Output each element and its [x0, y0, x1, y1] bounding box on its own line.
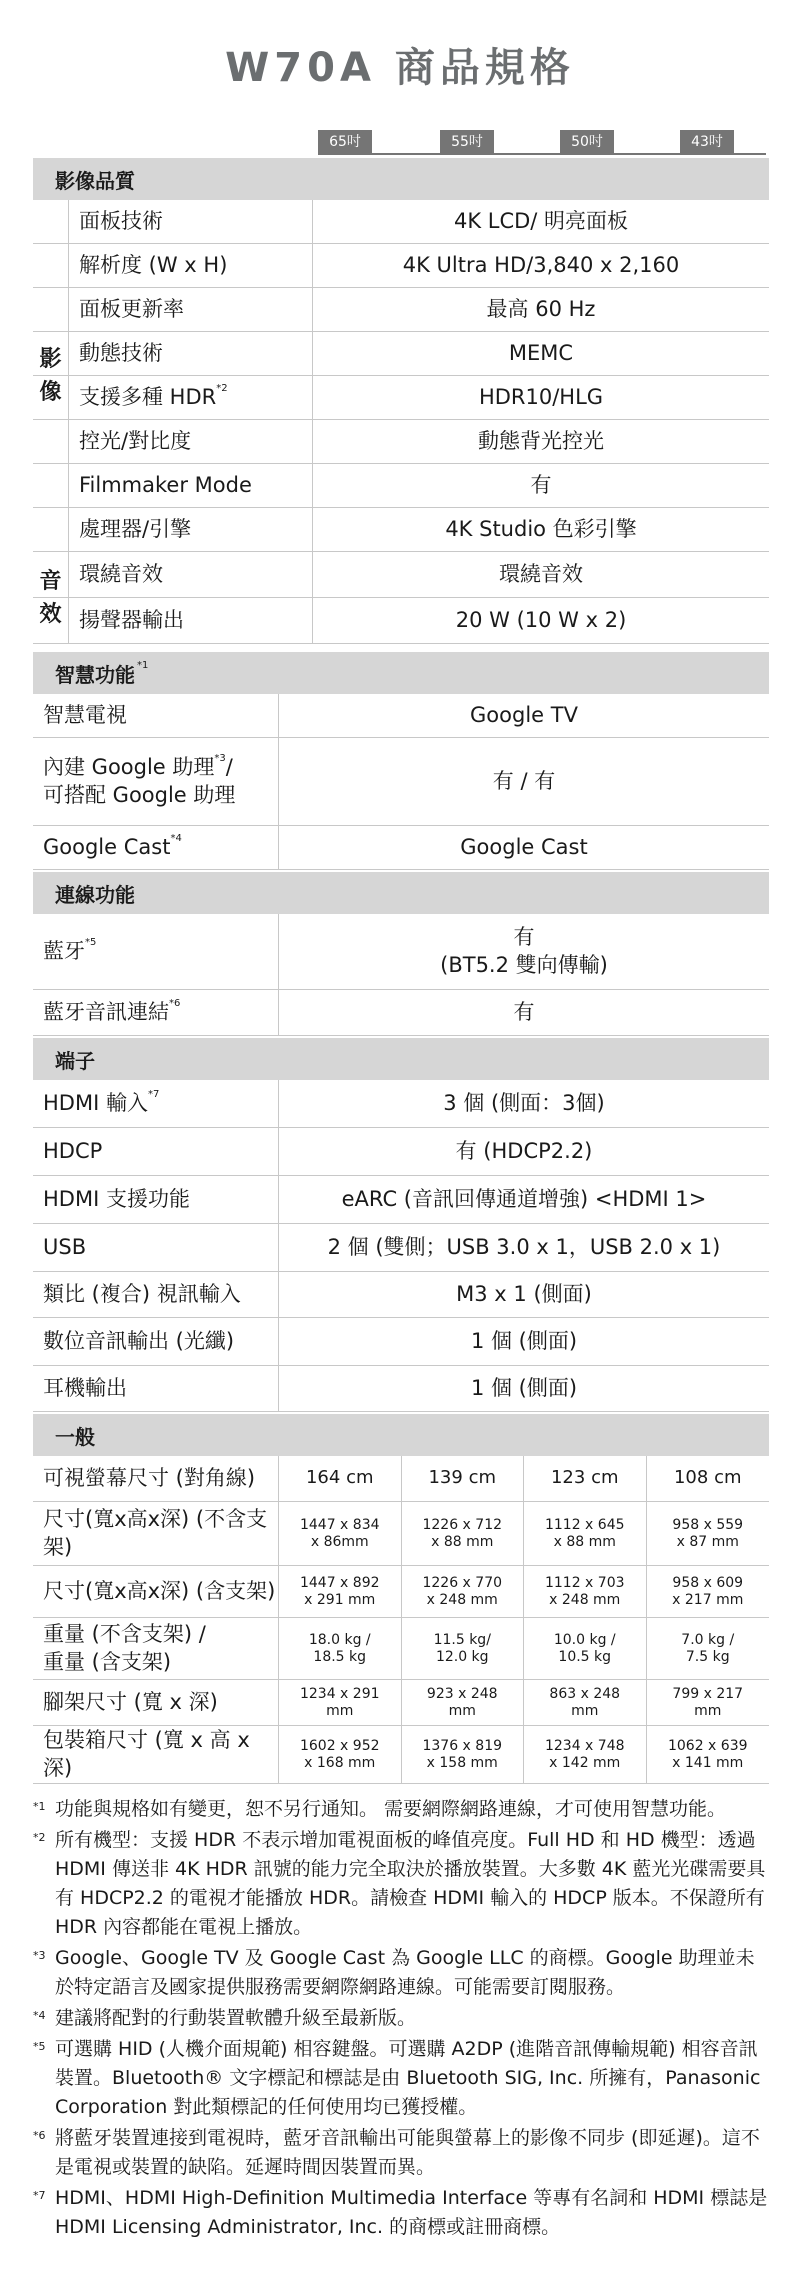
value-cell: 1234 x 291 mm [279, 1680, 402, 1725]
row-label-text: 尺寸(寬x高x深) (含支架) [43, 1578, 276, 1603]
row-value [279, 826, 769, 869]
row-value [279, 1224, 769, 1271]
spec-row [33, 288, 769, 332]
row-label [33, 1566, 279, 1617]
section-header-connect [33, 872, 769, 914]
spec-row [33, 1128, 769, 1176]
row-label-text: 包裝箱尺寸 (寬 x 高 x 深) [43, 1728, 250, 1780]
footnote-mark: *2 [33, 1831, 46, 1844]
size-badge-50: 50吋 [560, 130, 614, 154]
value-cell: 1376 x 819 x 158 mm [402, 1726, 525, 1783]
section-title: 連線功能 [55, 882, 135, 907]
spec-row [33, 552, 769, 598]
row-value [279, 1176, 769, 1223]
spec-row [33, 1176, 769, 1224]
row-label-text: 揚聲器輸出 [79, 607, 184, 632]
row-value-text: 最高 60 Hz [486, 296, 596, 321]
section-header-smart [33, 652, 769, 694]
row-label [33, 1224, 279, 1271]
row-label-text: 解析度 (W x H) [79, 252, 228, 277]
row-label [69, 508, 313, 551]
footnote-mark: *7 [33, 2189, 46, 2202]
footnote [33, 1826, 769, 1942]
row-label [33, 1080, 279, 1127]
spec-row [33, 1502, 769, 1566]
row-value [279, 1318, 769, 1365]
row-label-text: 動態技術 [79, 340, 163, 365]
value-cell: 108 cm [673, 1467, 742, 1489]
row-label [69, 420, 313, 463]
row-label-text: Filmmaker Mode [79, 472, 252, 497]
group-char: 影 [39, 346, 62, 372]
row-label [33, 1318, 279, 1365]
row-value-text: 有 [513, 999, 535, 1024]
row-value [279, 1080, 769, 1127]
page-title: W70A 商品規格 [225, 45, 575, 91]
spec-row [33, 1080, 769, 1128]
section-header-image [33, 158, 769, 200]
spec-row [33, 826, 769, 870]
row-value [313, 420, 769, 463]
row-value-text: MEMC [508, 340, 574, 365]
row-value [279, 1272, 769, 1317]
value-cell: 7.0 kg / 7.5 kg [681, 1632, 735, 1665]
row-value-text: 4K Ultra HD/3,840 x 2,160 [402, 252, 680, 277]
row-value-text: 1 個 (側面) [470, 1375, 578, 1400]
footnote-mark: *1 [137, 660, 149, 671]
value-cell: 123 cm [524, 1456, 647, 1501]
value-cell: 863 x 248 mm [524, 1680, 647, 1725]
spec-row [33, 694, 769, 738]
spec-row [33, 738, 769, 826]
row-value-text: M3 x 1 (側面) [456, 1281, 592, 1306]
row-value [279, 1366, 769, 1411]
group-char: 效 [39, 601, 62, 627]
section-title: 一般 [55, 1424, 95, 1449]
row-label-text: 面板更新率 [79, 296, 184, 321]
row-label [33, 914, 279, 989]
size-header [0, 130, 800, 156]
row-label [69, 376, 313, 419]
row-label [69, 288, 313, 331]
spec-row [33, 598, 769, 644]
row-value [279, 738, 769, 825]
section-header-ports [33, 1038, 769, 1080]
row-value [313, 200, 769, 243]
footnote-mark: *6 [33, 2129, 46, 2142]
row-label [33, 738, 279, 825]
value-cell: 1226 x 712 x 88 mm [402, 1502, 525, 1565]
spec-row [33, 464, 769, 508]
spec-row [33, 1726, 769, 1784]
row-label-text: 處理器/引擎 [79, 516, 192, 541]
row-value-text: 動態背光控光 [478, 428, 604, 453]
row-value-text: 環繞音效 [499, 561, 583, 586]
row-value [279, 914, 769, 989]
row-value-text: 1 個 (側面) [470, 1328, 578, 1353]
footnote-mark: *6 [169, 997, 181, 1009]
row-value [313, 552, 769, 597]
footnote-text: Google、Google TV 及 Google Cast 為 Google LLC 的商標。Google 助理並未於特定語言及國家提供服務需要網際網路連線。可能需要訂閱服務。 [55, 1947, 755, 1998]
value-cell: 958 x 609 x 217 mm [672, 1575, 744, 1608]
row-label-text: 數位音訊輸出 (光纖) [43, 1328, 235, 1353]
row-label-text: 藍牙$^{*5}$ [43, 936, 97, 963]
row-label [33, 1680, 279, 1725]
row-label-text: 控光/對比度 [79, 428, 192, 453]
spec-row [33, 376, 769, 420]
row-value-text: 有 [530, 472, 552, 497]
spec-row [33, 244, 769, 288]
footnote-text: 可選購 HID (人機介面規範) 相容鍵盤。可選購 A2DP (進階音訊傳輸規範) 相容音訊裝置。Bluetooth® 文字標記和標誌是由 Bluetooth SIG, Inc. 所擁有，Panasonic Corporation 對此類標記的任何使用均已獲授權。 [55, 2038, 761, 2118]
size-badge-65: 65吋 [318, 130, 372, 154]
value-cell: 1447 x 892 x 291 mm [279, 1566, 402, 1617]
row-value-text: 2 個 (雙側；USB 3.0 x 1，USB 2.0 x 1) [327, 1234, 721, 1259]
footnote-mark: *7 [147, 1088, 160, 1100]
row-label-text: 智慧電視 [43, 702, 127, 727]
value-cell: 1447 x 834 x 86mm [279, 1502, 402, 1565]
row-label-text: 類比 (複合) 視訊輸入 [43, 1281, 241, 1306]
row-label [69, 552, 313, 597]
row-value-text: 3 個 (側面：3個) [443, 1090, 605, 1115]
spec-row [33, 1680, 769, 1726]
footnote-mark: *4 [33, 2009, 46, 2022]
value-cell: 799 x 217 mm [672, 1686, 744, 1719]
row-value-text: eARC (音訊回傳通道增強) <HDMI 1> [341, 1186, 707, 1211]
value-cell: 1112 x 703 x 248 mm [524, 1566, 647, 1617]
row-label-text: 環繞音效 [79, 561, 163, 586]
spec-row [33, 508, 769, 552]
footnote [33, 2004, 769, 2033]
row-label [33, 1618, 279, 1679]
footnote-text: 將藍牙裝置連接到電視時，藍牙音訊輸出可能與螢幕上的影像不同步 (即延遲)。這不是電視或裝置的缺陷。延遲時間因裝置而異。 [55, 2127, 760, 2178]
footnote-mark: *3 [214, 753, 226, 765]
row-label [33, 1726, 279, 1783]
row-label-text: 腳架尺寸 (寬 x 深) [43, 1689, 218, 1714]
footnotes [33, 1795, 769, 2244]
row-value-text: Google Cast [460, 834, 588, 859]
value-cell: 1112 x 645 x 88 mm [524, 1502, 647, 1565]
row-value [279, 1128, 769, 1175]
group-char: 音 [39, 568, 62, 594]
row-value-text: 4K LCD/ 明亮面板 [453, 208, 629, 233]
spec-row [33, 1318, 769, 1366]
row-label-text: 支援多種 HDR$^{*2}$ [79, 382, 228, 409]
row-value-text: 有 / 有 [492, 768, 556, 793]
group-label-image [33, 200, 69, 552]
row-label-text: 藍牙音訊連結$^{*6}$ [43, 997, 181, 1024]
row-value [313, 288, 769, 331]
footnote-mark: *4 [170, 832, 182, 844]
spec-row [33, 332, 769, 376]
value-cell: 11.5 kg/ 12.0 kg [402, 1618, 525, 1679]
spec-row [33, 420, 769, 464]
footnote [33, 1944, 769, 2002]
row-value-text: 有 (HDCP2.2) [455, 1138, 593, 1163]
section-title: 影像品質 [55, 168, 135, 193]
row-value-text: HDR10/HLG [478, 384, 604, 409]
section-header-general [33, 1414, 769, 1456]
row-label-text: 重量 (不含支架) / 重量 (含支架) [43, 1622, 206, 1674]
footnote-text: HDMI、HDMI High-Definition Multimedia Interface 等專有名詞和 HDMI 標誌是 HDMI Licensing Administrator, Inc. 的商標或註冊商標。 [55, 2187, 768, 2238]
value-cell: 18.0 kg / 18.5 kg [279, 1618, 402, 1679]
row-value [313, 508, 769, 551]
footnote-mark: *2 [216, 382, 228, 394]
value-cell: 10.0 kg / 10.5 kg [524, 1618, 647, 1679]
footnote-mark: *3 [33, 1949, 46, 1962]
footnote [33, 2035, 769, 2122]
footnote-text: 所有機型：支援 HDR 不表示增加電視面板的峰值亮度。Full HD 和 HD 機型：透過 HDMI 傳送非 4K HDR 訊號的能力完全取決於播放裝置。大多數 4K 藍光光碟需要具有 HDCP2.2 的電視才能播放 HDR。請檢查 HDMI 輸入的 HDCP 版本。不保證所有 HDR 內容都能在電視上播放。 [55, 1829, 766, 1938]
row-label-text: USB [43, 1234, 87, 1259]
spec-row [33, 1366, 769, 1412]
row-value-text: 4K Studio 色彩引擎 [445, 516, 637, 541]
footnote [33, 2124, 769, 2182]
footnote-mark: *1 [33, 1800, 46, 1813]
row-value [279, 990, 769, 1035]
row-label-text: HDCP [43, 1138, 103, 1163]
footnote [33, 1795, 769, 1824]
value-cell: 139 cm [402, 1456, 525, 1501]
row-value [313, 598, 769, 643]
footnote-text: 功能與規格如有變更，恕不另行通知。 需要網際網路連線，才可使用智慧功能。 [55, 1798, 727, 1820]
group-label-audio [33, 552, 69, 644]
value-cell: 164 cm [279, 1456, 402, 1501]
row-label [33, 694, 279, 737]
row-value [313, 464, 769, 507]
footnote-mark: *5 [85, 936, 97, 948]
row-label [33, 1502, 279, 1565]
row-label [33, 1272, 279, 1317]
row-value-text: 20 W (10 W x 2) [455, 607, 627, 632]
row-label [69, 332, 313, 375]
row-label [33, 1456, 279, 1501]
row-value-text: Google TV [470, 702, 578, 727]
spec-row [33, 1566, 769, 1618]
row-label [69, 244, 313, 287]
row-value [313, 332, 769, 375]
row-label-text: HDMI 輸入$^{*7}$ [43, 1088, 160, 1115]
spec-row [33, 1456, 769, 1502]
section-title: 智慧功能 [55, 662, 135, 687]
row-label [33, 826, 279, 869]
footnote-text: 建議將配對的行動裝置軟體升級至最新版。 [55, 2007, 417, 2029]
row-value [279, 694, 769, 737]
row-label [69, 200, 313, 243]
value-cell: 1234 x 748 x 142 mm [524, 1726, 647, 1783]
row-label-text: 耳機輸出 [43, 1375, 127, 1400]
row-label [33, 1128, 279, 1175]
spec-row [33, 1272, 769, 1318]
spec-row [33, 1618, 769, 1680]
footnote-mark: *5 [33, 2040, 46, 2053]
row-value [313, 376, 769, 419]
size-badge-55: 55吋 [440, 130, 494, 154]
row-label [69, 598, 313, 643]
row-label [33, 990, 279, 1035]
row-label-text: 內建 Google 助理$^{*3}$/ 可搭配 Google 助理 [43, 753, 236, 807]
value-cell: 1226 x 770 x 248 mm [402, 1566, 525, 1617]
row-label [69, 464, 313, 507]
spec-row [33, 990, 769, 1036]
row-label-text: 面板技術 [79, 208, 163, 233]
footnote [33, 2184, 769, 2242]
value-cell: 958 x 559 x 87 mm [672, 1517, 744, 1550]
spec-row [33, 914, 769, 990]
value-cell: 1062 x 639 x 141 mm [667, 1738, 748, 1771]
size-badge-43: 43吋 [680, 130, 734, 154]
row-label [33, 1366, 279, 1411]
section-title: 端子 [55, 1048, 95, 1073]
row-label-text: 尺寸(寬x高x深) (不含支架) [43, 1507, 268, 1559]
row-label-text: Google Cast$^{*4}$ [43, 832, 182, 859]
value-cell: 923 x 248 mm [402, 1680, 525, 1725]
row-label [33, 1176, 279, 1223]
value-cell: 1602 x 952 x 168 mm [279, 1726, 402, 1783]
row-value [313, 244, 769, 287]
spec-row [33, 200, 769, 244]
row-label-text: 可視螢幕尺寸 (對角線) [43, 1465, 256, 1490]
row-label-text: HDMI 支援功能 [43, 1186, 190, 1211]
group-char: 像 [39, 379, 62, 405]
row-value-text: 有 (BT5.2 雙向傳輸) [440, 925, 608, 977]
spec-row [33, 1224, 769, 1272]
